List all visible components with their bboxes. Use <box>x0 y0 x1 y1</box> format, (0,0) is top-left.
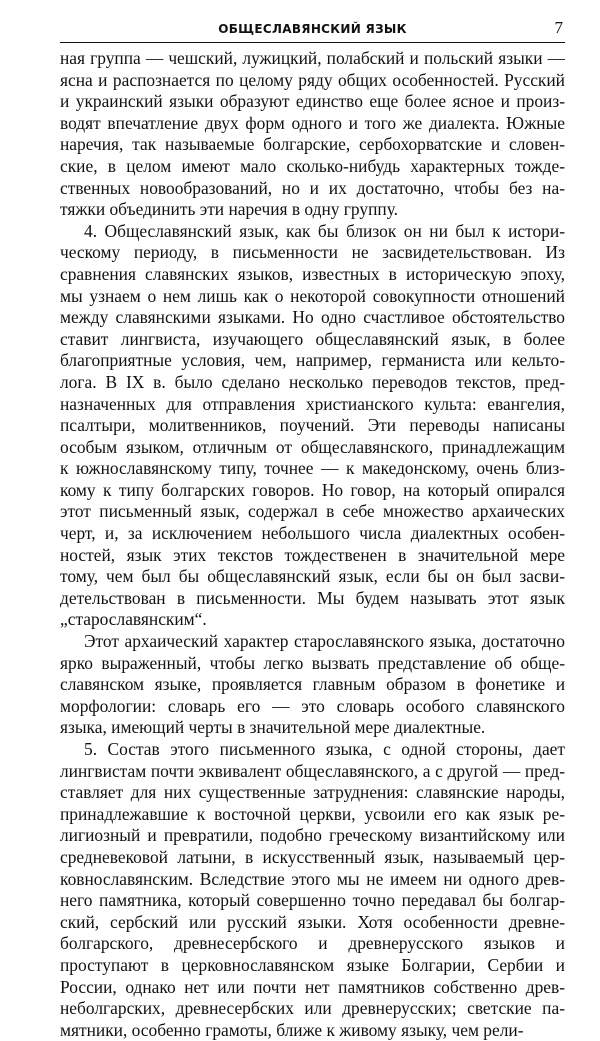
text-line: тому, чем был бы общеславянский язык, если бы он был засви- <box>60 566 565 587</box>
paragraph <box>60 631 565 739</box>
page-header <box>60 18 565 42</box>
text-line: славянском языке, проявляется главным образом в фонетике и <box>60 674 565 695</box>
text-line: „старославянским“. <box>60 609 207 630</box>
text-line: морфологии: словарь его — это словарь особого славянского <box>60 695 565 716</box>
paragraph <box>60 48 565 221</box>
text-line: к южнославянскому типу, точнее — к македонскому, очень близ- <box>60 458 565 479</box>
text-line: ский, сербский или русский языки. Хотя особенности древне- <box>60 911 565 932</box>
text-line: сравнения славянских языков, известных в историческую эпоху, <box>60 263 565 284</box>
text-line: ские, в целом имеют мало сколько-нибудь характерных тожде- <box>60 155 565 176</box>
running-head: ОБЩЕСЛАВЯНСКИЙ ЯЗЫК <box>218 22 407 36</box>
text-line: ставляет для них существенные затруднения: славянские народы, <box>60 782 565 803</box>
text-line: ковнославянским. Вследствие этого мы не имеем ни одного древ- <box>60 868 565 889</box>
text-line: принадлежавшие к восточной церкви, усвоили его как язык ре- <box>60 803 565 824</box>
text-line: особым языком, отличным от общеславянского, принадлежащим <box>60 436 565 457</box>
text-line: Этот архаический характер старославянского языка, достаточно <box>84 631 565 652</box>
text-line: болгарского, древнесербского и древнерусского языков и <box>60 933 565 954</box>
text-line: водят впечатление двух форм одного и того же диалекта. Южные <box>60 112 565 133</box>
text-line: этот письменный язык, содержал в себе множество архаических <box>60 501 565 522</box>
text-line: средневековой латыни, в искусственный язык, называемый цер- <box>60 846 565 867</box>
text-line: 5. Состав этого письменного языка, с одной стороны, дает <box>84 739 565 759</box>
text-line: между славянскими языками. Но одно счастливое обстоятельство <box>60 307 565 328</box>
text-line: языка, имеющий черты в значительной мере диалектные. <box>60 717 486 738</box>
text-line: кому к типу болгарских говоров. Но говор, на который опирался <box>60 479 565 500</box>
text-line: мятники, особенно грамоты, ближе к живому языку, чем рели- <box>60 1019 524 1040</box>
text-line: лога. В IX в. было сделано несколько переводов текстов, пред- <box>60 371 565 392</box>
text-line: ставит лингвиста, изучающего общеславянский язык, в более <box>60 328 565 349</box>
header-rule <box>60 42 565 43</box>
text-line: России, однако нет или почти нет памятников собственно древ- <box>60 976 565 997</box>
text-line: ная группа — чешский, лужицкий, полабский и польский языки — <box>60 48 565 68</box>
text-line: ческому периоду, в письменности не засвидетельствован. Из <box>60 242 565 263</box>
page-number: 7 <box>554 18 563 37</box>
paragraph <box>60 221 565 631</box>
text-line: тяжки объединить эти наречия в одну группу. <box>60 199 399 220</box>
text-line: детельствован в письменности. Мы будем называть этот язык <box>60 587 565 608</box>
text-line: 4. Общеславянский язык, как бы близок он ни был к истори- <box>84 220 565 241</box>
text-line: наречия, так называемые болгарские, сербохорватские и словен- <box>60 134 565 155</box>
paragraph <box>60 739 565 1041</box>
text-line: лигиозный и превратили, подобно греческому византийскому или <box>60 825 565 846</box>
text-line: и украинский языки образуют единство еще более ясное и произ- <box>60 91 565 112</box>
text-line: ясна и распознается по целому ряду общих особенностей. Русский <box>60 69 565 90</box>
body-text <box>60 48 565 1041</box>
text-line: ственных новообразований, но и их достаточно, чтобы без на- <box>60 177 565 198</box>
text-line: назначенных для отправления христианского культа: евангелия, <box>60 393 565 414</box>
text-line: ностей, язык этих текстов тождественен в значительной мере <box>60 544 565 565</box>
text-line: мы узнаем о нем лишь как о некоторой совокупности отношений <box>60 285 565 306</box>
text-line: него памятника, который совершенно точно передавал бы болгар- <box>60 890 565 911</box>
text-line: черт, и, за исключением небольшого числа диалектных особен- <box>60 523 565 544</box>
text-line: благоприятные условия, чем, например, германиста или кельто- <box>60 350 565 371</box>
text-line: псалтыри, молитвенников, поучений. Эти переводы написаны <box>60 415 565 436</box>
text-line: неболгарских, древнесербских или древнерусских; светские па- <box>60 998 565 1019</box>
text-line: проступают в церковнославянском языке Болгарии, Сербии и <box>60 954 565 975</box>
text-line: ярко выраженный, чтобы легко вызвать представление об обще- <box>60 652 565 673</box>
text-line: лингвистам почти эквивалент общеславянского, а с другой — пред- <box>60 760 565 781</box>
